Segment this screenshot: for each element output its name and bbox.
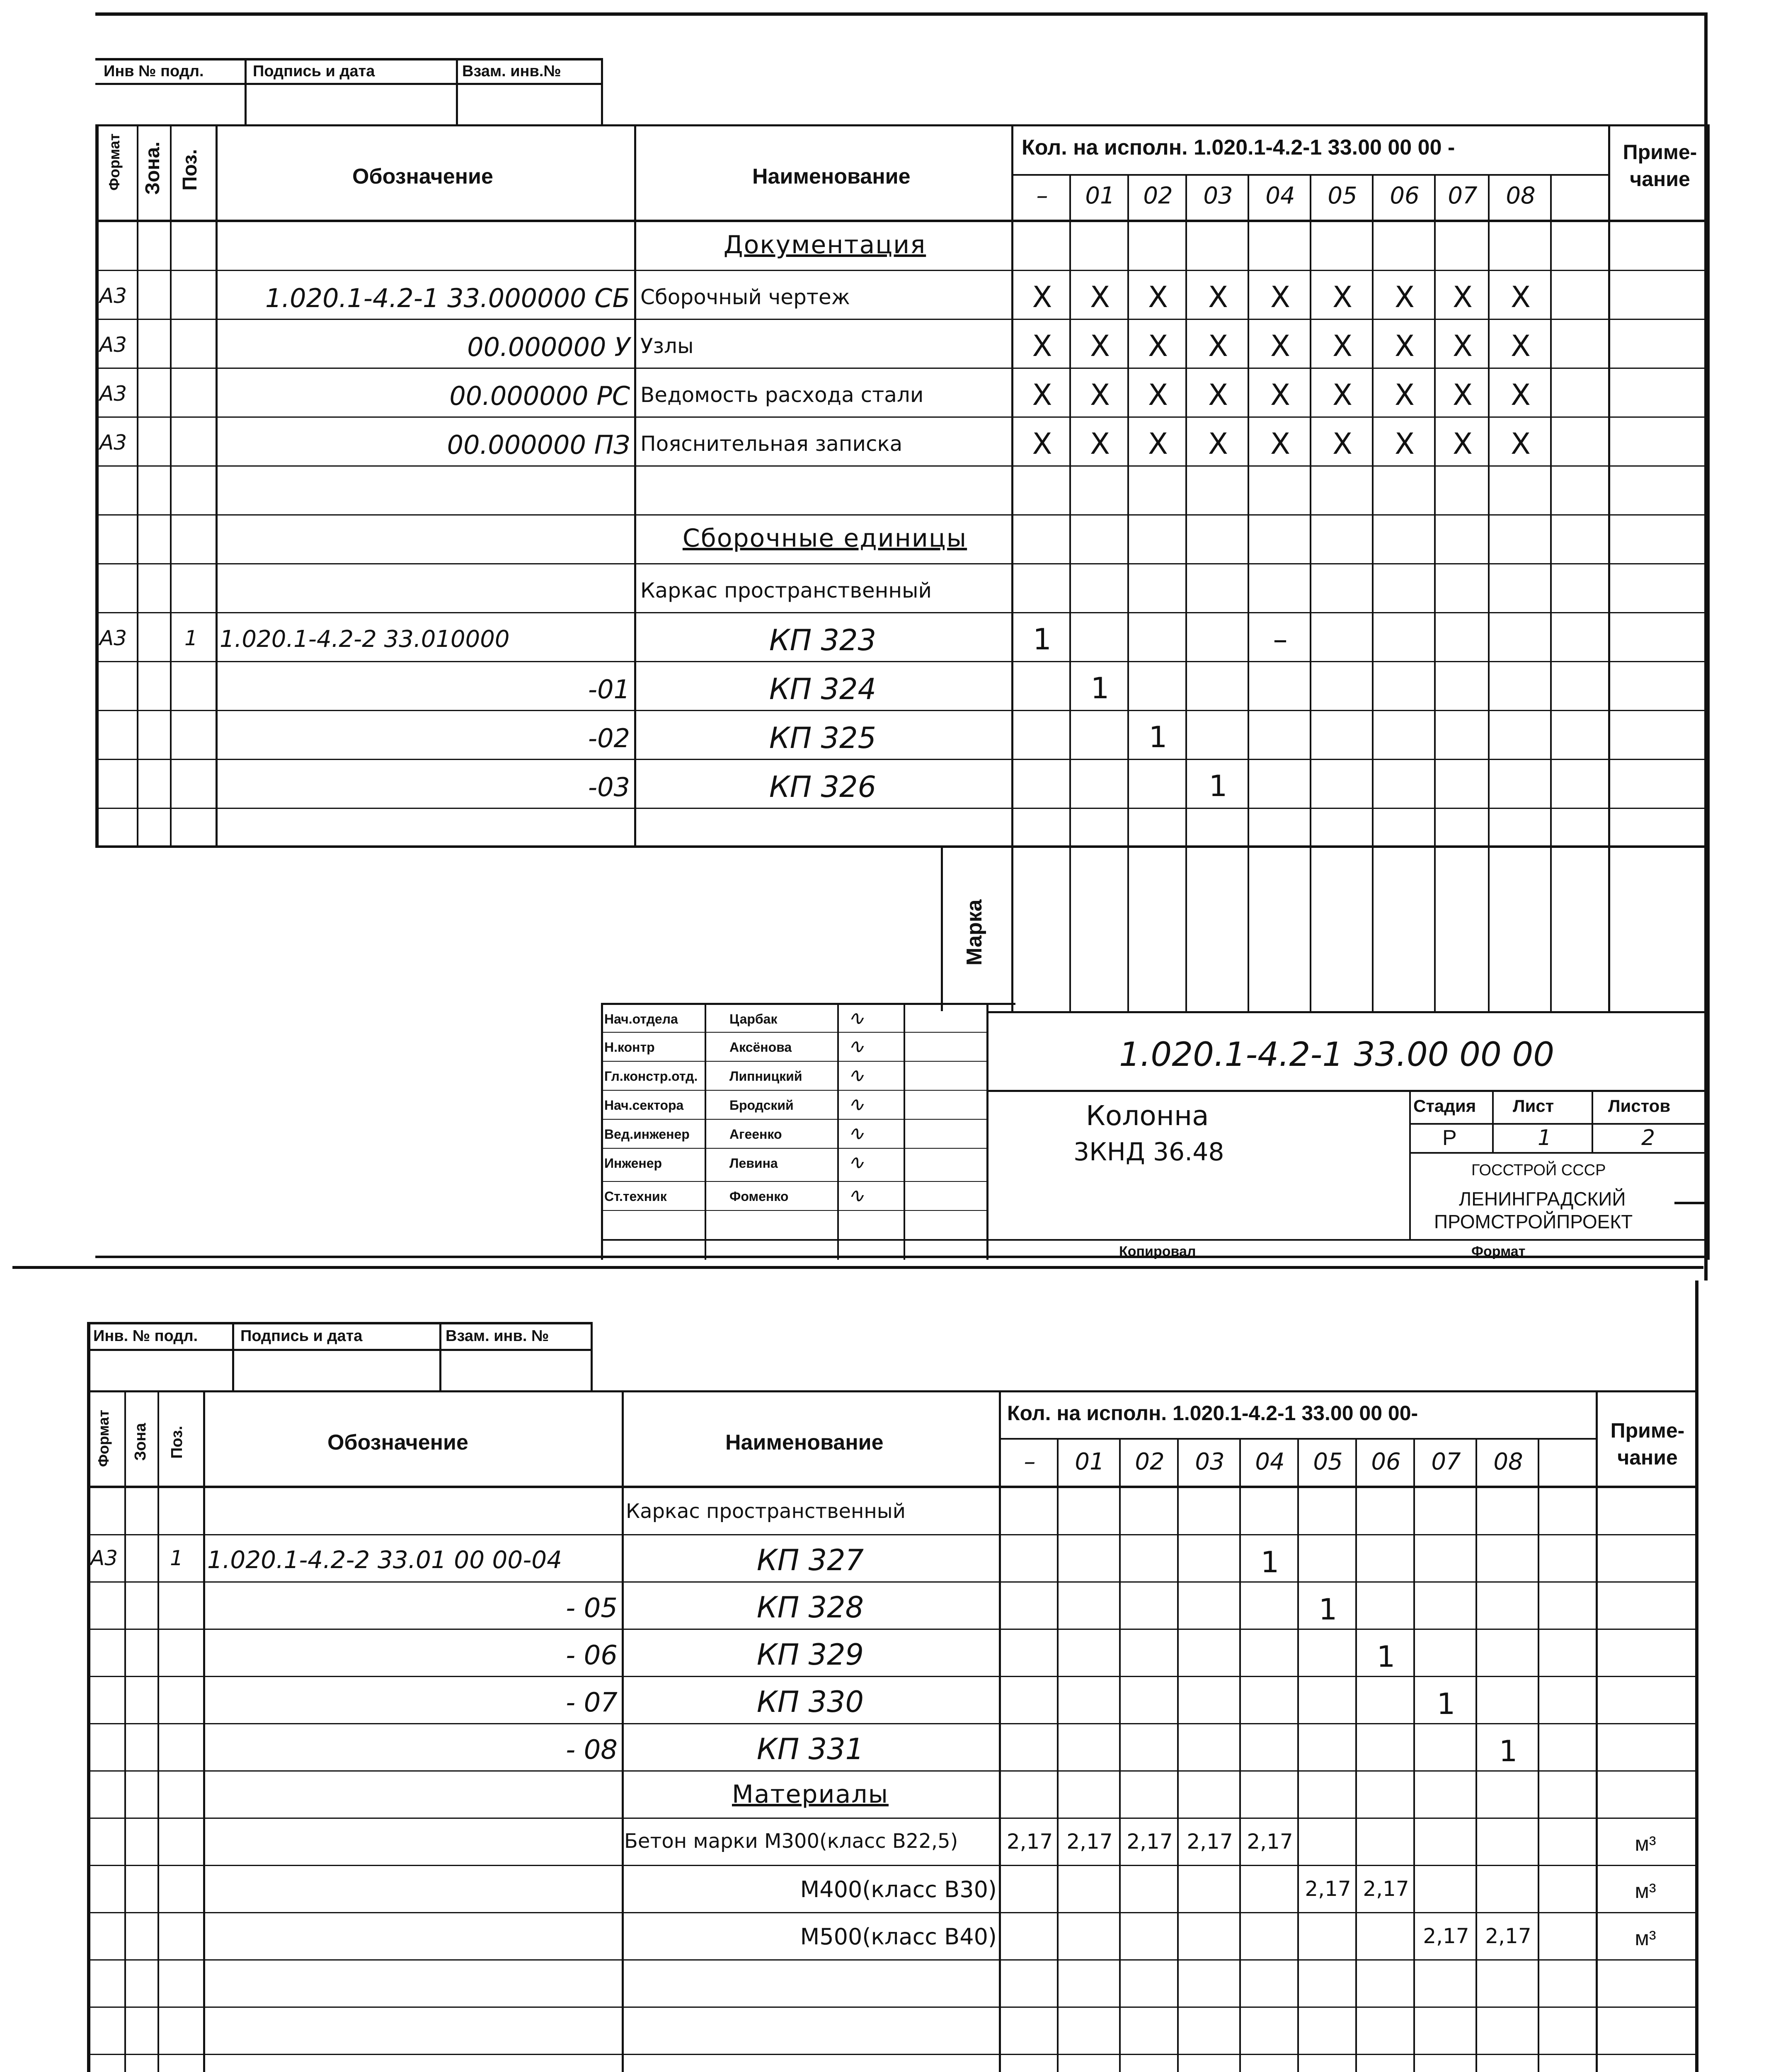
stamp-person: Агеенко	[729, 1127, 782, 1142]
org-leningrad: ЛЕНИНГРАДСКИЙ	[1459, 1188, 1626, 1210]
row-qty-07: 1	[1437, 1687, 1456, 1721]
row-designation: 1.020.1-4.2-2 33.010000	[220, 626, 510, 653]
row-note-unit: м³	[1635, 1927, 1656, 1950]
name-col-header: Наименование	[752, 165, 911, 189]
exec-col-01: 01	[1075, 1448, 1105, 1475]
row-designation: - 07	[566, 1687, 618, 1718]
row-qty-02: X	[1148, 329, 1168, 363]
stamp-person: Царбак	[729, 1012, 778, 1026]
row-name: Каркас пространственный	[626, 1500, 906, 1523]
row-qty-08: X	[1511, 427, 1531, 461]
org-promstroy: ПРОМСТРОЙПРОЕКТ	[1434, 1211, 1633, 1232]
stage-label: Стадия	[1413, 1096, 1476, 1116]
exec-col-02: 02	[1143, 182, 1173, 209]
exec-col-04: 04	[1265, 182, 1295, 209]
signature-icon: ∿	[848, 1064, 865, 1087]
row-qty-08: X	[1511, 329, 1531, 363]
row-qty-06: X	[1395, 378, 1415, 412]
signature-icon: ∿	[848, 1184, 865, 1207]
row-format: A3	[90, 1546, 118, 1570]
row-name: Сборочные единицы	[682, 524, 967, 553]
note-col-header: Приме- чание	[1623, 140, 1697, 191]
row-qty-07: X	[1453, 427, 1473, 461]
row-format: A3	[99, 284, 127, 308]
row-qty-07: X	[1453, 329, 1473, 363]
name-col-header-2: Наименование	[725, 1431, 884, 1455]
row-qty-01: 2,17	[1066, 1830, 1113, 1854]
row-name: КП 327	[756, 1543, 864, 1577]
row-qty-06: 2,17	[1363, 1877, 1409, 1901]
stamp-role: Вед.инженер	[604, 1127, 690, 1142]
zone-col-header-2: Зона	[132, 1423, 149, 1461]
row-qty-07: 2,17	[1423, 1924, 1469, 1948]
stamp-role: Нач.отдела	[604, 1012, 678, 1026]
row-name: Пояснительная записка	[640, 432, 903, 456]
row-qty-08: 2,17	[1485, 1924, 1531, 1948]
row-qty-06: X	[1395, 329, 1415, 363]
zone-col-header: Зона.	[142, 141, 164, 195]
row-qty-04: X	[1270, 329, 1290, 363]
row-name: Материалы	[732, 1780, 889, 1809]
marka-label: Марка	[962, 899, 986, 966]
row-name: М400(класс В30)	[800, 1876, 997, 1903]
signature-date-label: Подпись и дата	[253, 63, 375, 80]
row-qty-04: 1	[1260, 1545, 1279, 1579]
stamp-title-mark: 3КНД 36.48	[1073, 1138, 1224, 1167]
stamp-title: Колонна	[1086, 1100, 1209, 1132]
row-designation: 1.020.1-4.2-1 33.000000 СБ	[265, 283, 630, 313]
stamp-person: Липницкий	[729, 1069, 802, 1084]
row-name: КП 324	[769, 672, 877, 706]
exec-col-03: 03	[1195, 1448, 1225, 1475]
sheet-value: 1	[1538, 1126, 1552, 1150]
org-gosstroy: ГОССТРОЙ СССР	[1471, 1162, 1606, 1179]
row-qty-03: X	[1208, 280, 1228, 314]
row-qty-–: X	[1032, 280, 1052, 314]
row-qty-07: X	[1453, 378, 1473, 412]
row-qty-03: 1	[1209, 769, 1228, 803]
qty-col-header-2: Кол. на исполн. 1.020.1-4.2-1 33.00 00 00-	[1007, 1402, 1418, 1425]
row-designation: -01	[588, 674, 630, 704]
row-designation: 00.000000 У	[467, 332, 630, 362]
row-name: Бетон марки М300(класс В22,5)	[624, 1830, 958, 1853]
row-name: Каркас пространственный	[640, 579, 932, 603]
row-qty-02: X	[1148, 280, 1168, 314]
exec-col-06: 06	[1390, 182, 1420, 209]
row-position: 1	[170, 1546, 183, 1570]
row-qty-05: X	[1333, 329, 1352, 363]
exec-col-07: 07	[1431, 1448, 1461, 1475]
row-qty-05: X	[1333, 427, 1352, 461]
row-qty-06: 1	[1376, 1640, 1396, 1674]
row-qty-08: X	[1511, 280, 1531, 314]
qty-col-header: Кол. на исполн. 1.020.1-4.2-1 33.00 00 00 -	[1022, 136, 1455, 160]
row-qty-–: 2,17	[1006, 1830, 1053, 1854]
exec-col-06: 06	[1371, 1448, 1401, 1475]
row-note-unit: м³	[1635, 1832, 1656, 1855]
row-qty-03: 2,17	[1187, 1830, 1233, 1854]
row-name: Сборочный чертеж	[640, 285, 850, 309]
stamp-person: Бродский	[729, 1098, 794, 1113]
signature-icon: ∿	[848, 1122, 865, 1145]
row-qty-05: 2,17	[1305, 1877, 1351, 1901]
pos-col-header: Поз.	[179, 149, 201, 191]
row-qty-01: X	[1090, 280, 1110, 314]
replace-inv-label: Взам. инв.№	[462, 63, 561, 80]
format-col-header-2: Формат	[95, 1409, 112, 1467]
row-qty-01: X	[1090, 329, 1110, 363]
exec-col-07: 07	[1448, 182, 1478, 209]
row-qty-–: X	[1032, 329, 1052, 363]
row-name: КП 326	[769, 770, 877, 804]
stamp-role: Нач.сектора	[604, 1098, 684, 1113]
exec-col-base: –	[1036, 182, 1048, 209]
row-qty-–: X	[1032, 427, 1052, 461]
row-name: КП 329	[756, 1638, 864, 1672]
row-name: Документация	[723, 230, 926, 259]
row-qty-05: 1	[1318, 1593, 1337, 1627]
note-col-header-2: Приме- чание	[1610, 1419, 1685, 1469]
row-qty-08: X	[1511, 378, 1531, 412]
row-qty-02: X	[1148, 378, 1168, 412]
row-qty-01: X	[1090, 427, 1110, 461]
exec-col-04: 04	[1255, 1448, 1285, 1475]
row-qty-04: X	[1270, 427, 1290, 461]
row-position: 1	[184, 626, 198, 650]
inv-number-label-2: Инв. № подл.	[93, 1327, 198, 1345]
row-name: КП 325	[769, 721, 877, 755]
stamp-person: Аксёнова	[729, 1040, 792, 1055]
row-format: A3	[99, 431, 127, 455]
row-qty-03: X	[1208, 427, 1228, 461]
row-designation: 1.020.1-4.2-2 33.01 00 00-04	[207, 1546, 562, 1574]
stamp-code: 1.020.1-4.2-1 33.00 00 00	[1119, 1035, 1555, 1074]
replace-inv-label-2: Взам. инв. №	[446, 1327, 549, 1345]
row-name: Ведомость расхода стали	[640, 383, 924, 407]
exec-col-05: 05	[1313, 1448, 1343, 1475]
row-name: КП 330	[756, 1685, 864, 1719]
row-qty-05: X	[1333, 378, 1352, 412]
row-qty-04: X	[1270, 378, 1290, 412]
row-qty-03: X	[1208, 329, 1228, 363]
row-qty-07: X	[1453, 280, 1473, 314]
row-qty-08: 1	[1499, 1734, 1518, 1768]
exec-col-08: 08	[1506, 182, 1536, 209]
row-designation: - 05	[566, 1593, 618, 1624]
sheet-divider	[12, 1266, 1703, 1269]
row-qty-04: 2,17	[1247, 1830, 1293, 1854]
pos-col-header-2: Поз.	[168, 1426, 186, 1459]
row-qty-01: X	[1090, 378, 1110, 412]
exec-col-01: 01	[1085, 182, 1115, 209]
row-note-unit: м³	[1635, 1879, 1656, 1903]
row-name: КП 328	[756, 1590, 864, 1624]
row-qty-02: X	[1148, 427, 1168, 461]
row-qty-02: 1	[1148, 720, 1168, 754]
row-designation: 00.000000 РС	[449, 381, 630, 411]
row-name: М500(класс В40)	[800, 1924, 997, 1950]
exec-col-02: 02	[1135, 1448, 1165, 1475]
row-qty-–: X	[1032, 378, 1052, 412]
sheets-label: Листов	[1608, 1096, 1671, 1116]
row-qty-01: 1	[1090, 671, 1110, 705]
sheet-label: Лист	[1513, 1096, 1554, 1116]
row-format: A3	[99, 626, 127, 650]
row-designation: -03	[588, 772, 630, 802]
row-qty-06: X	[1395, 280, 1415, 314]
format-label: Формат	[1471, 1244, 1526, 1259]
row-designation: -02	[588, 723, 630, 753]
signature-icon: ∿	[848, 1151, 865, 1174]
row-qty-04: –	[1273, 622, 1288, 656]
row-qty-04: X	[1270, 280, 1290, 314]
designation-col-header: Обозначение	[352, 165, 493, 189]
row-qty-05: X	[1333, 280, 1352, 314]
stamp-role: Ст.техник	[604, 1189, 667, 1204]
row-name: КП 323	[769, 623, 877, 657]
copied-label: Копировал	[1119, 1244, 1196, 1259]
exec-col-03: 03	[1203, 182, 1233, 209]
row-format: A3	[99, 333, 127, 357]
stamp-person: Левина	[729, 1156, 778, 1171]
signature-icon: ∿	[848, 1093, 865, 1116]
row-name: Узлы	[640, 334, 694, 358]
stage-value: Р	[1442, 1126, 1457, 1150]
stamp-role: Инженер	[604, 1156, 662, 1171]
stamp-role: Н.контр	[604, 1040, 655, 1055]
exec-col-05: 05	[1328, 182, 1357, 209]
sheets-value: 2	[1641, 1126, 1655, 1150]
stamp-role: Гл.констр.отд.	[604, 1069, 698, 1084]
signature-date-label-2: Подпись и дата	[240, 1327, 363, 1345]
designation-col-header-2: Обозначение	[327, 1431, 468, 1455]
row-qty-–: 1	[1033, 622, 1051, 656]
row-designation: - 08	[566, 1735, 618, 1765]
stamp-person: Фоменко	[729, 1189, 789, 1204]
signature-icon: ∿	[848, 1035, 865, 1058]
inv-number-label: Инв № подл.	[104, 63, 204, 80]
row-qty-03: X	[1208, 378, 1228, 412]
row-format: A3	[99, 382, 127, 406]
signature-icon: ∿	[848, 1007, 865, 1030]
format-col-header: Формат	[106, 133, 123, 191]
row-qty-02: 2,17	[1127, 1830, 1173, 1854]
exec-col-08: 08	[1493, 1448, 1523, 1475]
exec-col-base: –	[1024, 1448, 1036, 1475]
row-name: КП 331	[756, 1732, 864, 1766]
row-designation: 00.000000 ПЗ	[447, 430, 630, 460]
row-qty-06: X	[1395, 427, 1415, 461]
row-designation: - 06	[566, 1640, 618, 1671]
